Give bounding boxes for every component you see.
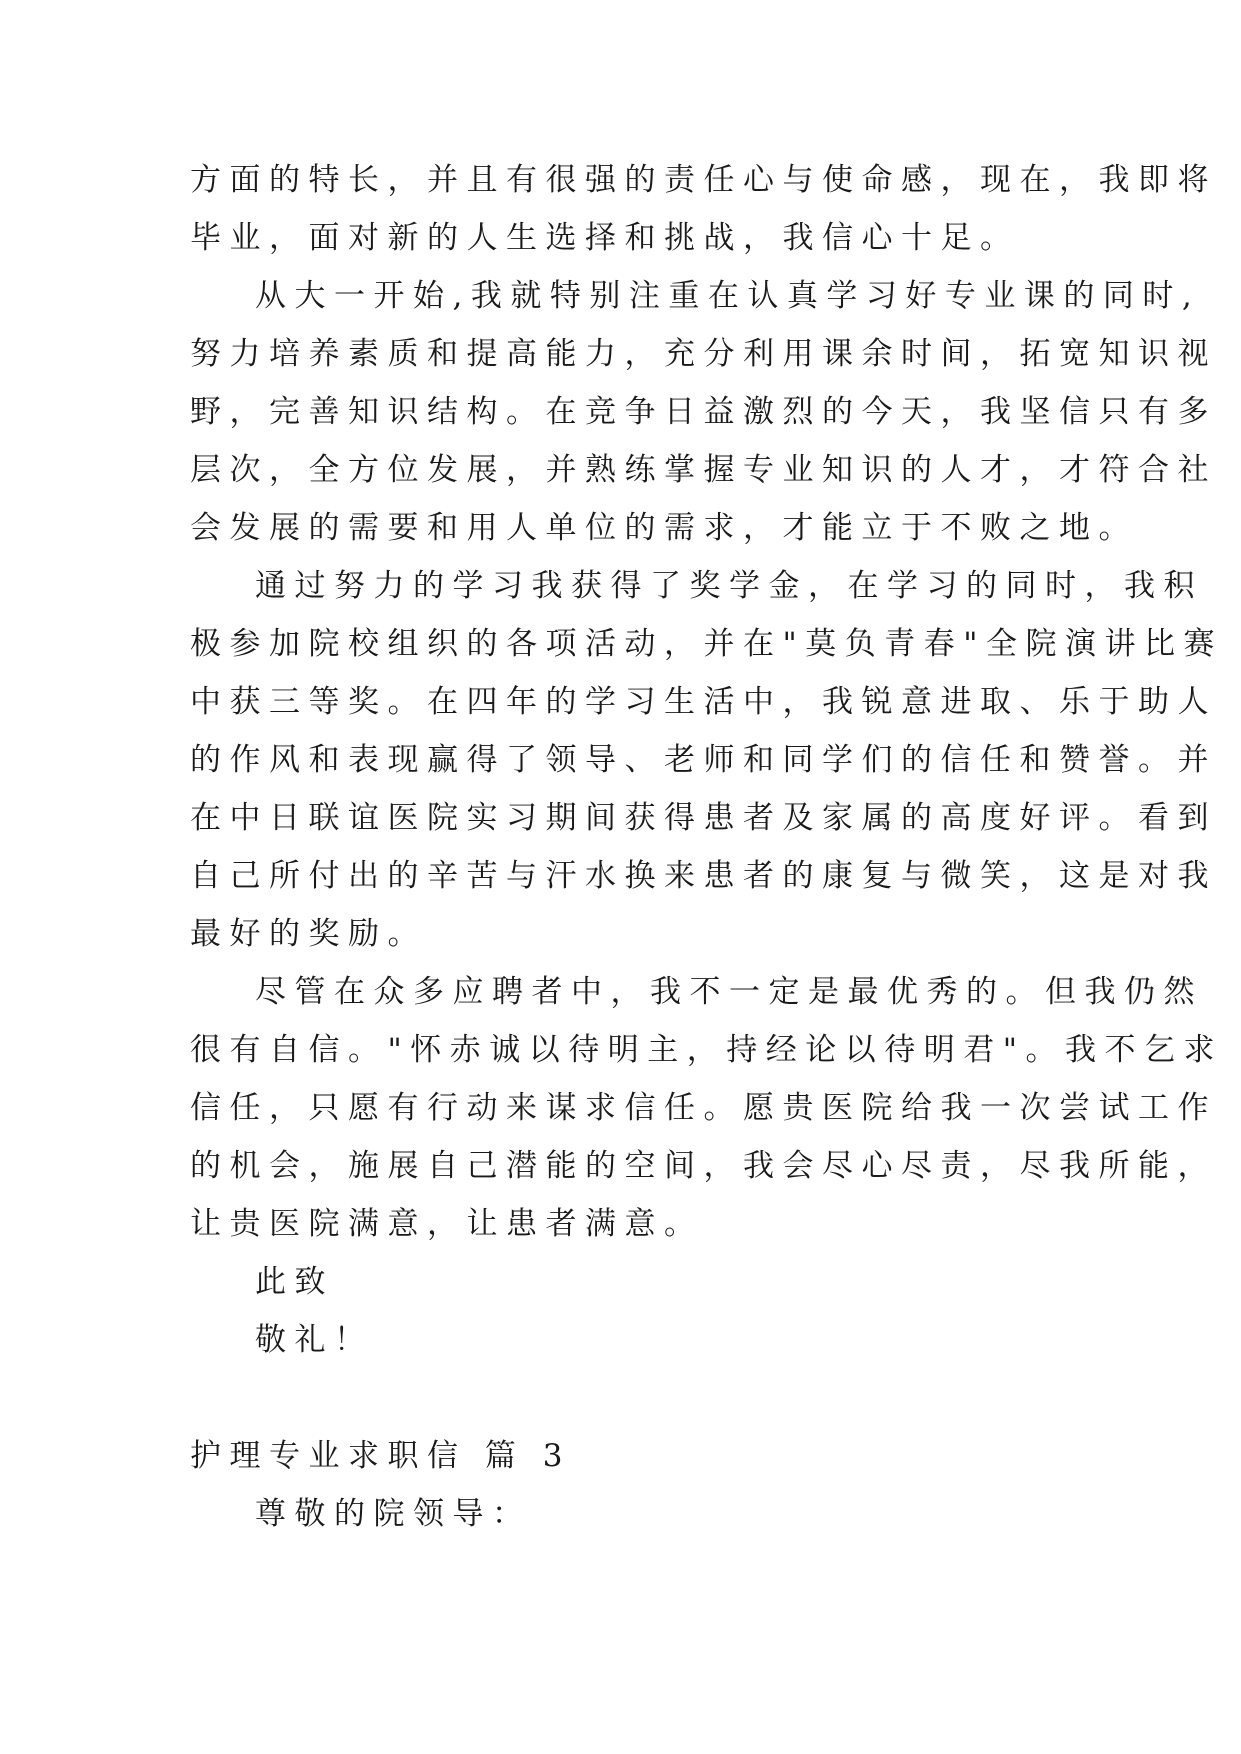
paragraph-line: 会发展的需要和用人单位的需求，才能立于不败之地。 [190, 510, 1138, 546]
salutation: 尊敬的院领导： [255, 1496, 532, 1532]
paragraph-line: 努力培养素质和提高能力，充分利用课余时间，拓宽知识视 [190, 336, 1217, 372]
paragraph-line: 在中日联谊医院实习期间获得患者及家属的高度好评。看到 [190, 800, 1217, 836]
paragraph-line: 毕业，面对新的人生选择和挑战，我信心十足。 [190, 220, 1020, 256]
paragraph-line: 极参加院校组织的各项活动，并在"莫负青春"全院演讲比赛 [190, 626, 1224, 662]
paragraph-line: 的机会，施展自己潜能的空间，我会尽心尽责，尽我所能， [190, 1148, 1217, 1184]
paragraph-line: 很有自信。"怀赤诚以待明主，持经论以待明君"。我不乞求 [190, 1032, 1224, 1068]
paragraph-line: 最好的奖励。 [190, 916, 427, 952]
closing-line: 此致 [255, 1264, 334, 1300]
paragraph-line: 层次，全方位发展，并熟练掌握专业知识的人才，才符合社 [190, 452, 1217, 488]
paragraph-line: 通过努力的学习我获得了奖学金，在学习的同时，我积 [255, 568, 1203, 604]
paragraph-line: 方面的特长，并且有很强的责任心与使命感，现在，我即将 [190, 162, 1217, 198]
paragraph-line: 让贵医院满意，让患者满意。 [190, 1206, 704, 1242]
paragraph-line: 信任，只愿有行动来谋求信任。愿贵医院给我一次尝试工作 [190, 1090, 1217, 1126]
paragraph-line: 尽管在众多应聘者中，我不一定是最优秀的。但我仍然 [255, 974, 1203, 1010]
section-title: 护理专业求职信 篇 3 [190, 1438, 571, 1474]
closing-line: 敬礼！ [255, 1322, 374, 1358]
paragraph-line: 中获三等奖。在四年的学习生活中，我锐意进取、乐于助人 [190, 684, 1217, 720]
paragraph-line: 的作风和表现赢得了领导、老师和同学们的信任和赞誉。并 [190, 742, 1217, 778]
paragraph-line: 从大一开始,我就特别注重在认真学习好专业课的同时, [255, 278, 1201, 314]
paragraph-line: 野，完善知识结构。在竞争日益激烈的今天，我坚信只有多 [190, 394, 1217, 430]
paragraph-line: 自己所付出的辛苦与汗水换来患者的康复与微笑，这是对我 [190, 858, 1217, 894]
